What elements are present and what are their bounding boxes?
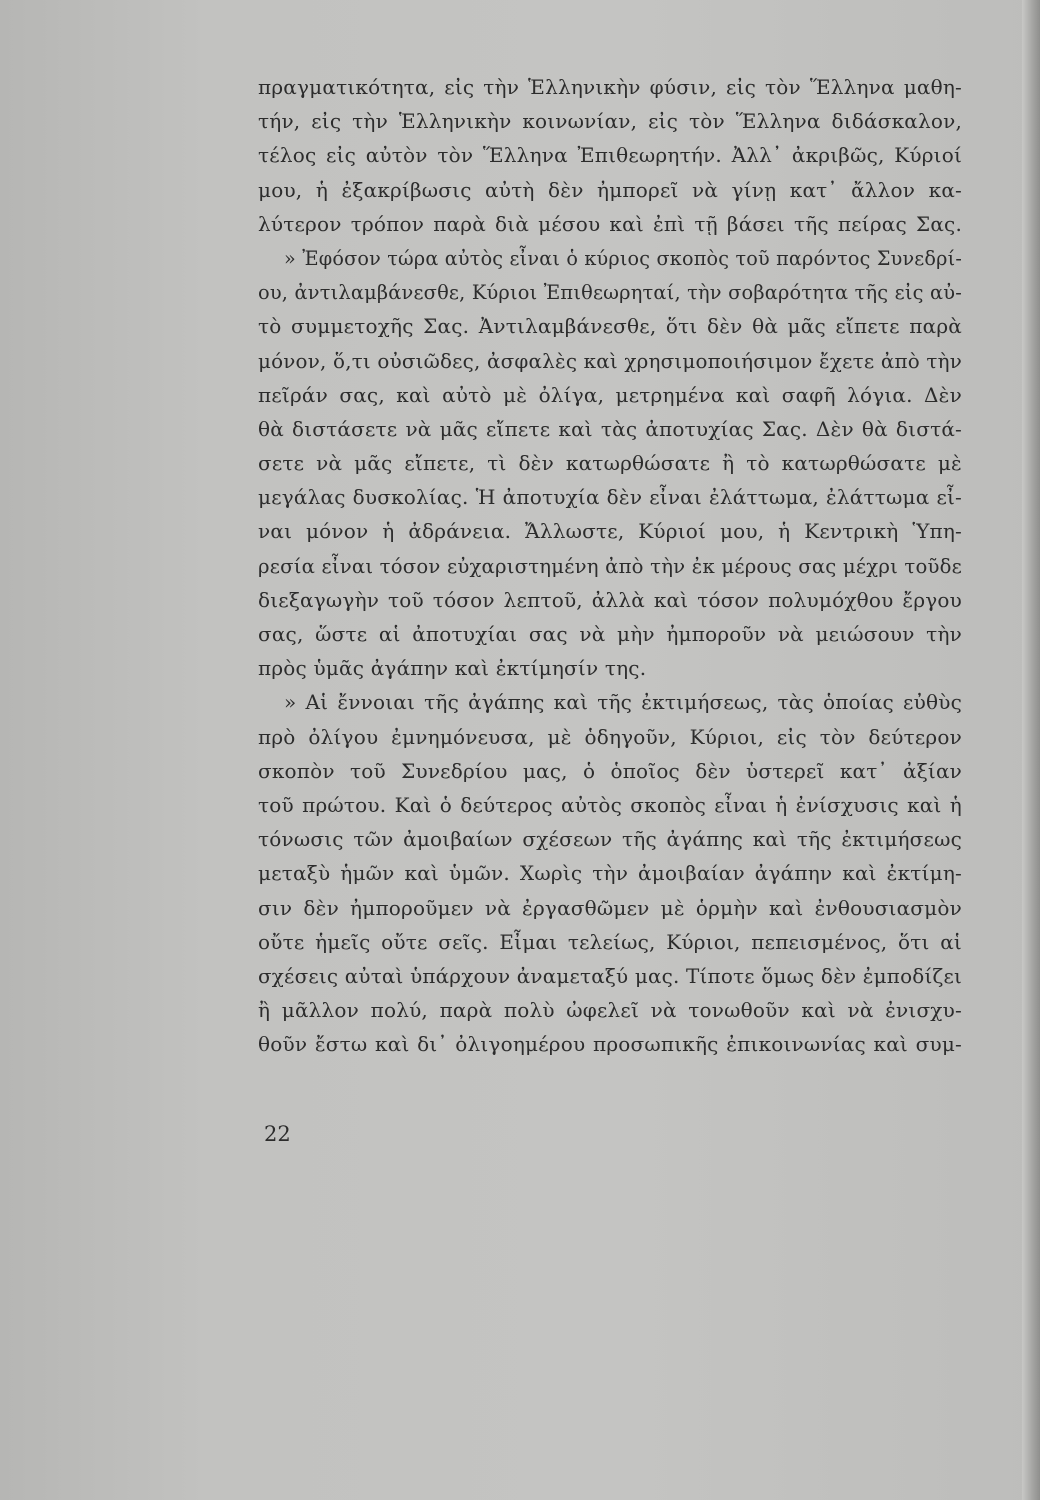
text-line: τόνωσις τῶν ἀμοιβαίων σχέσεων τῆς ἀγάπης καὶ τῆς ἐκτιμήσεως <box>258 827 962 852</box>
body-text <box>258 70 962 1061</box>
text-line: ναι μόνον ἡ ἀδράνεια. Ἄλλωστε, Κύριοί μου, ἡ Κεντρικὴ Ὑπη- <box>258 519 963 544</box>
text-line: τοῦ πρώτου. Καὶ ὁ δεύτερος αὐτὸς σκοπὸς εἶναι ἡ ἐνίσχυσις καὶ ἡ <box>258 792 962 817</box>
text-line: ἢ μᾶλλον πολύ, παρὰ πολὺ ὠφελεῖ νὰ τονωθοῦν καὶ νὰ ἐνισχυ- <box>258 998 962 1023</box>
page-number: 22 <box>264 1122 291 1146</box>
text-line: οὔτε ἡμεῖς οὔτε σεῖς. Εἶμαι τελείως, Κύριοι, πεπεισμένος, ὅτι αἱ <box>258 929 962 954</box>
text-line: μου, ἡ ἐξακρίβωσις αὐτὴ δὲν ἠμπορεῖ νὰ γίνῃ κατ᾽ ἄλλον κα- <box>258 177 962 202</box>
text-line: πρὸς ὑμᾶς ἀγάπην καὶ ἐκτίμησίν της. <box>258 656 647 681</box>
text-line: σας, ὥστε αἱ ἀποτυχίαι σας νὰ μὴν ἠμποροῦν νὰ μειώσουν τὴν <box>258 622 962 646</box>
text-line: σιν δὲν ἠμποροῦμεν νὰ ἐργασθῶμεν μὲ ὁρμὴν καὶ ἐνθουσιασμὸν <box>258 895 962 920</box>
text-line: λύτερον τρόπον παρὰ διὰ μέσου καὶ ἐπὶ τῇ βάσει τῆς πείρας Σας. <box>258 211 963 236</box>
text-line: πραγματικότητα, εἰς τὴν Ἑλληνικὴν φύσιν, εἰς τὸν Ἕλληνα μαθη- <box>258 75 963 99</box>
text-line: τήν, εἰς τὴν Ἑλληνικὴν κοινωνίαν, εἰς τὸν Ἕλληνα διδάσκαλον, <box>258 109 963 134</box>
text-line: μεγάλας δυσκολίας. Ἡ ἀποτυχία δὲν εἶναι ἐλάττωμα, ἐλάττωμα εἶ- <box>258 485 963 510</box>
text-line: σκοπὸν τοῦ Συνεδρίου μας, ὁ ὁποῖος δὲν ὑστερεῖ κατ᾽ ἀξίαν <box>258 758 963 783</box>
paragraph-start-line: » Ἐφόσον τώρα αὐτὸς εἶναι ὁ κύριος σκοπὸς τοῦ παρόντος Συνεδρί- <box>284 245 962 270</box>
text-line: θὰ διστάσετε νὰ μᾶς εἴπετε καὶ τὰς ἀποτυχίας Σας. Δὲν θὰ διστά- <box>258 416 962 441</box>
text-line: πρὸ ὀλίγου ἐμνημόνευσα, μὲ ὁδηγοῦν, Κύριοι, εἰς τὸν δεύτερον <box>258 724 962 749</box>
text-line: σχέσεις αὐταὶ ὑπάρχουν ἀναμεταξύ μας. Τίποτε ὅμως δὲν ἐμποδίζει <box>258 963 962 988</box>
text-line: τὸ συμμετοχῆς Σας. Ἀντιλαμβάνεσθε, ὅτι δὲν θὰ μᾶς εἴπετε παρὰ <box>258 314 962 339</box>
text-line: μόνον, ὅ,τι οὐσιῶδες, ἀσφαλὲς καὶ χρησιμοποιήσιμον ἔχετε ἀπὸ τὴν <box>258 348 962 373</box>
text-line: ρεσία εἶναι τόσον εὐχαριστημένη ἀπὸ τὴν ἐκ μέρους σας μέχρι τοῦδε <box>258 553 963 578</box>
text-line: διεξαγωγὴν τοῦ τόσον λεπτοῦ, ἀλλὰ καὶ τόσον πολυμόχθου ἔργου <box>258 587 963 612</box>
text-line: πεῖράν σας, καὶ αὐτὸ μὲ ὀλίγα, μετρημένα καὶ σαφῆ λόγια. Δὲν <box>258 382 962 407</box>
paragraph-start-line: » Αἱ ἔννοιαι τῆς ἀγάπης καὶ τῆς ἐκτιμήσεως, τὰς ὁποίας εὐθὺς <box>284 690 962 715</box>
page-edge-shadow <box>1022 0 1040 1500</box>
text-line: θοῦν ἔστω καὶ δι᾽ ὀλιγοημέρου προσωπικῆς ἐπικοινωνίας καὶ συμ- <box>258 1032 962 1057</box>
text-line: ου, ἀντιλαμβάνεσθε, Κύριοι Ἐπιθεωρηταί, τὴν σοβαρότητα τῆς εἰς αὐ- <box>258 280 962 305</box>
text-line: μεταξὺ ἡμῶν καὶ ὑμῶν. Χωρὶς τὴν ἀμοιβαίαν ἀγάπην καὶ ἐκτίμη- <box>258 861 962 886</box>
text-line: τέλος εἰς αὐτὸν τὸν Ἕλληνα Ἐπιθεωρητήν. Ἀλλ᾽ ἀκριβῶς, Κύριοί <box>258 143 963 168</box>
text-line: σετε νὰ μᾶς εἴπετε, τὶ δὲν κατωρθώσατε ἢ τὸ κατωρθώσατε μὲ <box>258 451 962 476</box>
